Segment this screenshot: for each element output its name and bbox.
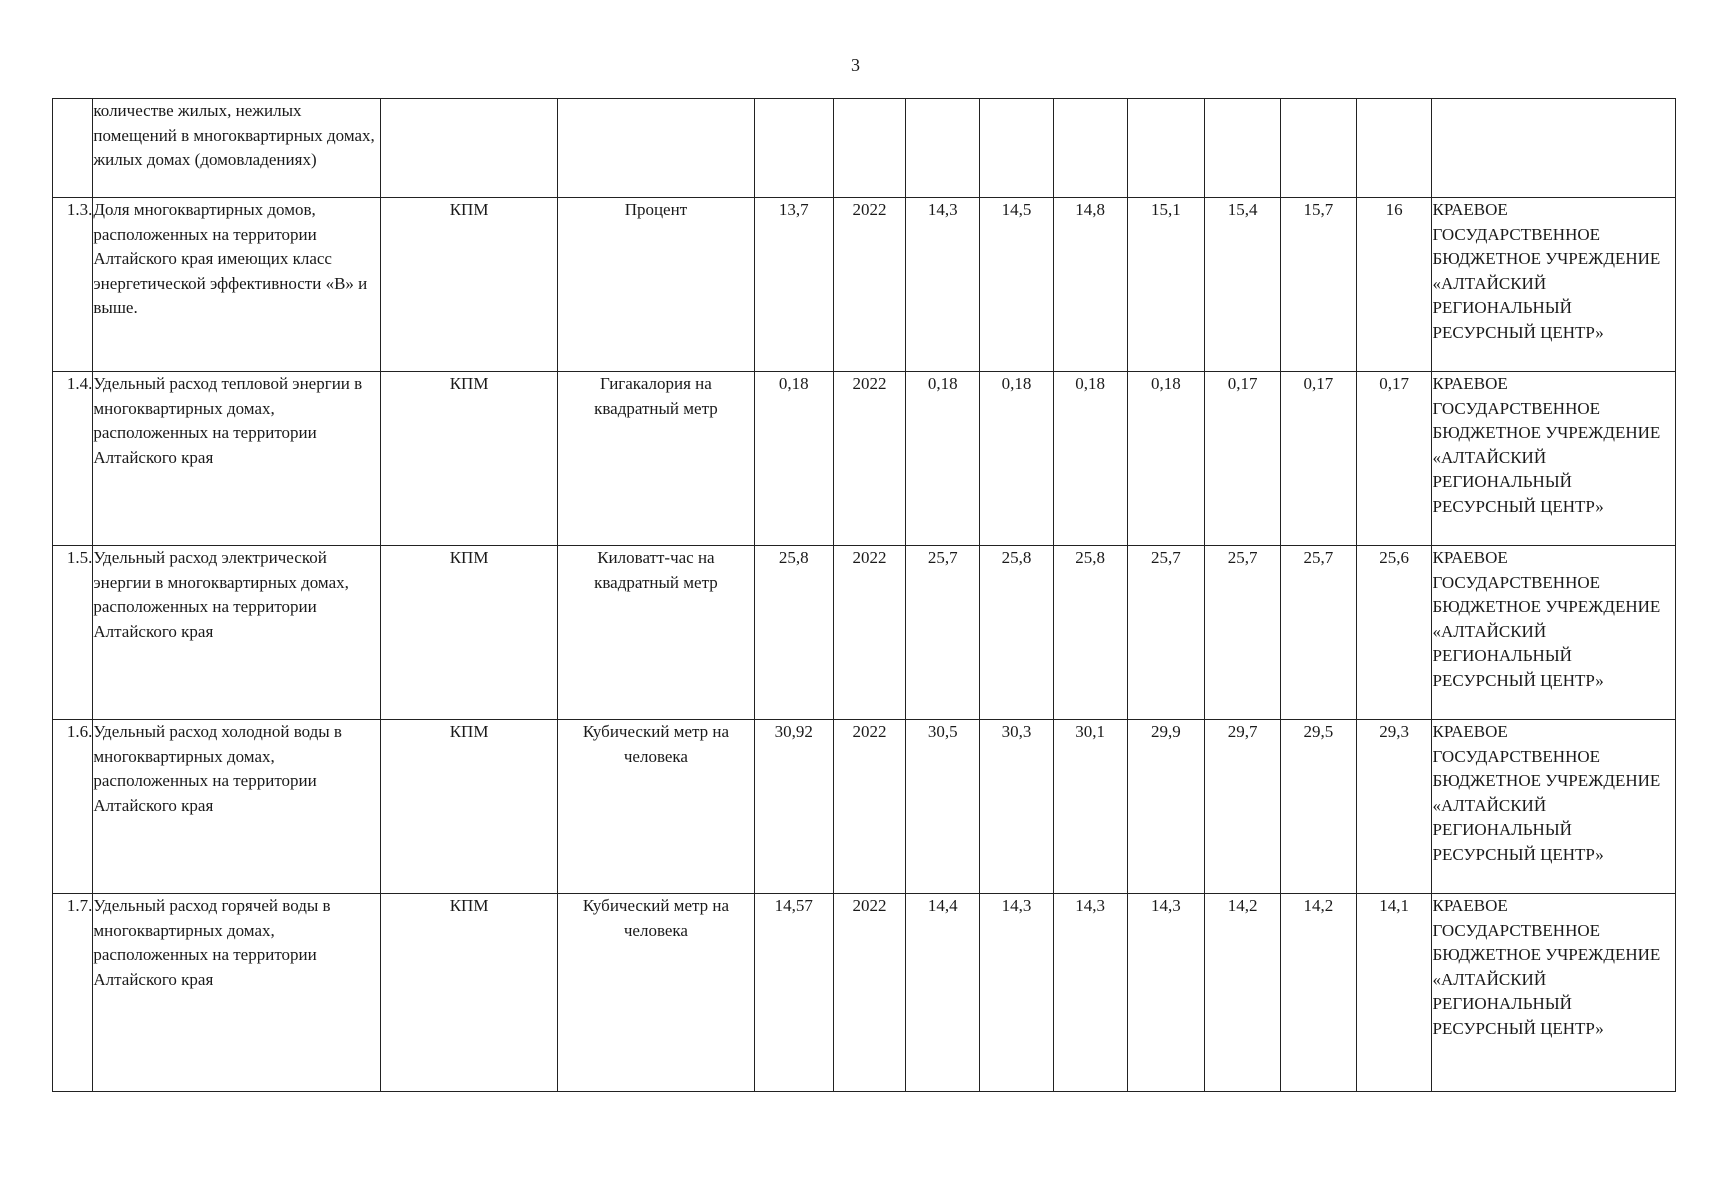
indicators-table — [52, 98, 1676, 1092]
indicator-type: КПМ — [381, 546, 558, 720]
base-value: 13,7 — [754, 198, 833, 372]
indicator-type: КПМ — [381, 894, 558, 1092]
unit-of-measure: Кубический метр на человека — [557, 894, 754, 1092]
value-3: 14,3 — [1053, 894, 1127, 1092]
responsible-org: КРАЕВОЕ ГОСУДАРСТВЕННОЕ БЮДЖЕТНОЕ УЧРЕЖДЕНИЕ «АЛТАЙСКИЙ РЕГИОНАЛЬНЫЙ РЕСУРСНЫЙ ЦЕНТР» — [1432, 372, 1676, 546]
base-value: 0,18 — [754, 372, 833, 546]
row-number: 1.3. — [53, 198, 93, 372]
responsible-org: КРАЕВОЕ ГОСУДАРСТВЕННОЕ БЮДЖЕТНОЕ УЧРЕЖДЕНИЕ «АЛТАЙСКИЙ РЕГИОНАЛЬНЫЙ РЕСУРСНЫЙ ЦЕНТР» — [1432, 720, 1676, 894]
table-row — [53, 894, 1676, 1092]
value-5: 0,17 — [1205, 372, 1281, 546]
value-3: 0,18 — [1053, 372, 1127, 546]
table-row — [53, 372, 1676, 546]
value-2: 25,8 — [980, 546, 1054, 720]
base-year: 2022 — [833, 720, 906, 894]
value-7: 14,1 — [1356, 894, 1432, 1092]
base-value: 14,57 — [754, 894, 833, 1092]
base-value: 25,8 — [754, 546, 833, 720]
value-2: 30,3 — [980, 720, 1054, 894]
value-6: 25,7 — [1281, 546, 1357, 720]
value-6: 14,2 — [1281, 894, 1357, 1092]
value-3: 14,8 — [1053, 198, 1127, 372]
value-7: 29,3 — [1356, 720, 1432, 894]
value-7: 25,6 — [1356, 546, 1432, 720]
value-3: 30,1 — [1053, 720, 1127, 894]
value-6: 15,7 — [1281, 198, 1357, 372]
indicator-name: Удельный расход холодной воды в многоквартирных домах, расположенных на территории Алтайского края — [93, 720, 381, 894]
unit-of-measure: Кубический метр на человека — [557, 720, 754, 894]
base-year: 2022 — [833, 372, 906, 546]
value-1: 14,4 — [906, 894, 980, 1092]
indicator-name: Удельный расход тепловой энергии в многоквартирных домах, расположенных на территории Алтайского края — [93, 372, 381, 546]
indicator-name: количестве жилых, нежилых помещений в многоквартирных домах, жилых домах (домовладениях) — [93, 99, 381, 198]
value-5: 15,4 — [1205, 198, 1281, 372]
value-4: 14,3 — [1127, 894, 1205, 1092]
row-number: 1.5. — [53, 546, 93, 720]
unit-of-measure: Гигакалория на квадратный метр — [557, 372, 754, 546]
row-number: 1.6. — [53, 720, 93, 894]
value-4: 0,18 — [1127, 372, 1205, 546]
indicator-name: Удельный расход электрической энергии в многоквартирных домах, расположенных на территории Алтайского края — [93, 546, 381, 720]
base-year: 2022 — [833, 546, 906, 720]
table-row — [53, 720, 1676, 894]
value-4: 29,9 — [1127, 720, 1205, 894]
value-6: 0,17 — [1281, 372, 1357, 546]
row-number: 1.4. — [53, 372, 93, 546]
value-1: 14,3 — [906, 198, 980, 372]
value-7: 0,17 — [1356, 372, 1432, 546]
indicator-name: Доля многоквартирных домов, расположенных на территории Алтайского края имеющих класс энергетической эффективности «В» и выше. — [93, 198, 381, 372]
value-5: 25,7 — [1205, 546, 1281, 720]
table-row — [53, 546, 1676, 720]
unit-of-measure: Киловатт-час на квадратный метр — [557, 546, 754, 720]
value-1: 25,7 — [906, 546, 980, 720]
indicator-type: КПМ — [381, 372, 558, 546]
row-number: 1.7. — [53, 894, 93, 1092]
value-5: 29,7 — [1205, 720, 1281, 894]
table-row — [53, 99, 1676, 198]
value-1: 0,18 — [906, 372, 980, 546]
value-4: 25,7 — [1127, 546, 1205, 720]
value-1: 30,5 — [906, 720, 980, 894]
value-6: 29,5 — [1281, 720, 1357, 894]
value-2: 14,5 — [980, 198, 1054, 372]
base-year: 2022 — [833, 894, 906, 1092]
indicator-name: Удельный расход горячей воды в многоквартирных домах, расположенных на территории Алтайского края — [93, 894, 381, 1092]
table-row — [53, 198, 1676, 372]
responsible-org: КРАЕВОЕ ГОСУДАРСТВЕННОЕ БЮДЖЕТНОЕ УЧРЕЖДЕНИЕ «АЛТАЙСКИЙ РЕГИОНАЛЬНЫЙ РЕСУРСНЫЙ ЦЕНТР» — [1432, 546, 1676, 720]
indicator-type: КПМ — [381, 720, 558, 894]
value-2: 0,18 — [980, 372, 1054, 546]
unit-of-measure: Процент — [557, 198, 754, 372]
indicator-type: КПМ — [381, 198, 558, 372]
value-3: 25,8 — [1053, 546, 1127, 720]
value-7: 16 — [1356, 198, 1432, 372]
base-year: 2022 — [833, 198, 906, 372]
responsible-org: КРАЕВОЕ ГОСУДАРСТВЕННОЕ БЮДЖЕТНОЕ УЧРЕЖДЕНИЕ «АЛТАЙСКИЙ РЕГИОНАЛЬНЫЙ РЕСУРСНЫЙ ЦЕНТР» — [1432, 894, 1676, 1092]
base-value: 30,92 — [754, 720, 833, 894]
value-2: 14,3 — [980, 894, 1054, 1092]
value-5: 14,2 — [1205, 894, 1281, 1092]
responsible-org: КРАЕВОЕ ГОСУДАРСТВЕННОЕ БЮДЖЕТНОЕ УЧРЕЖДЕНИЕ «АЛТАЙСКИЙ РЕГИОНАЛЬНЫЙ РЕСУРСНЫЙ ЦЕНТР» — [1432, 198, 1676, 372]
page-number: 3 — [851, 55, 860, 75]
row-number — [53, 99, 93, 198]
value-4: 15,1 — [1127, 198, 1205, 372]
